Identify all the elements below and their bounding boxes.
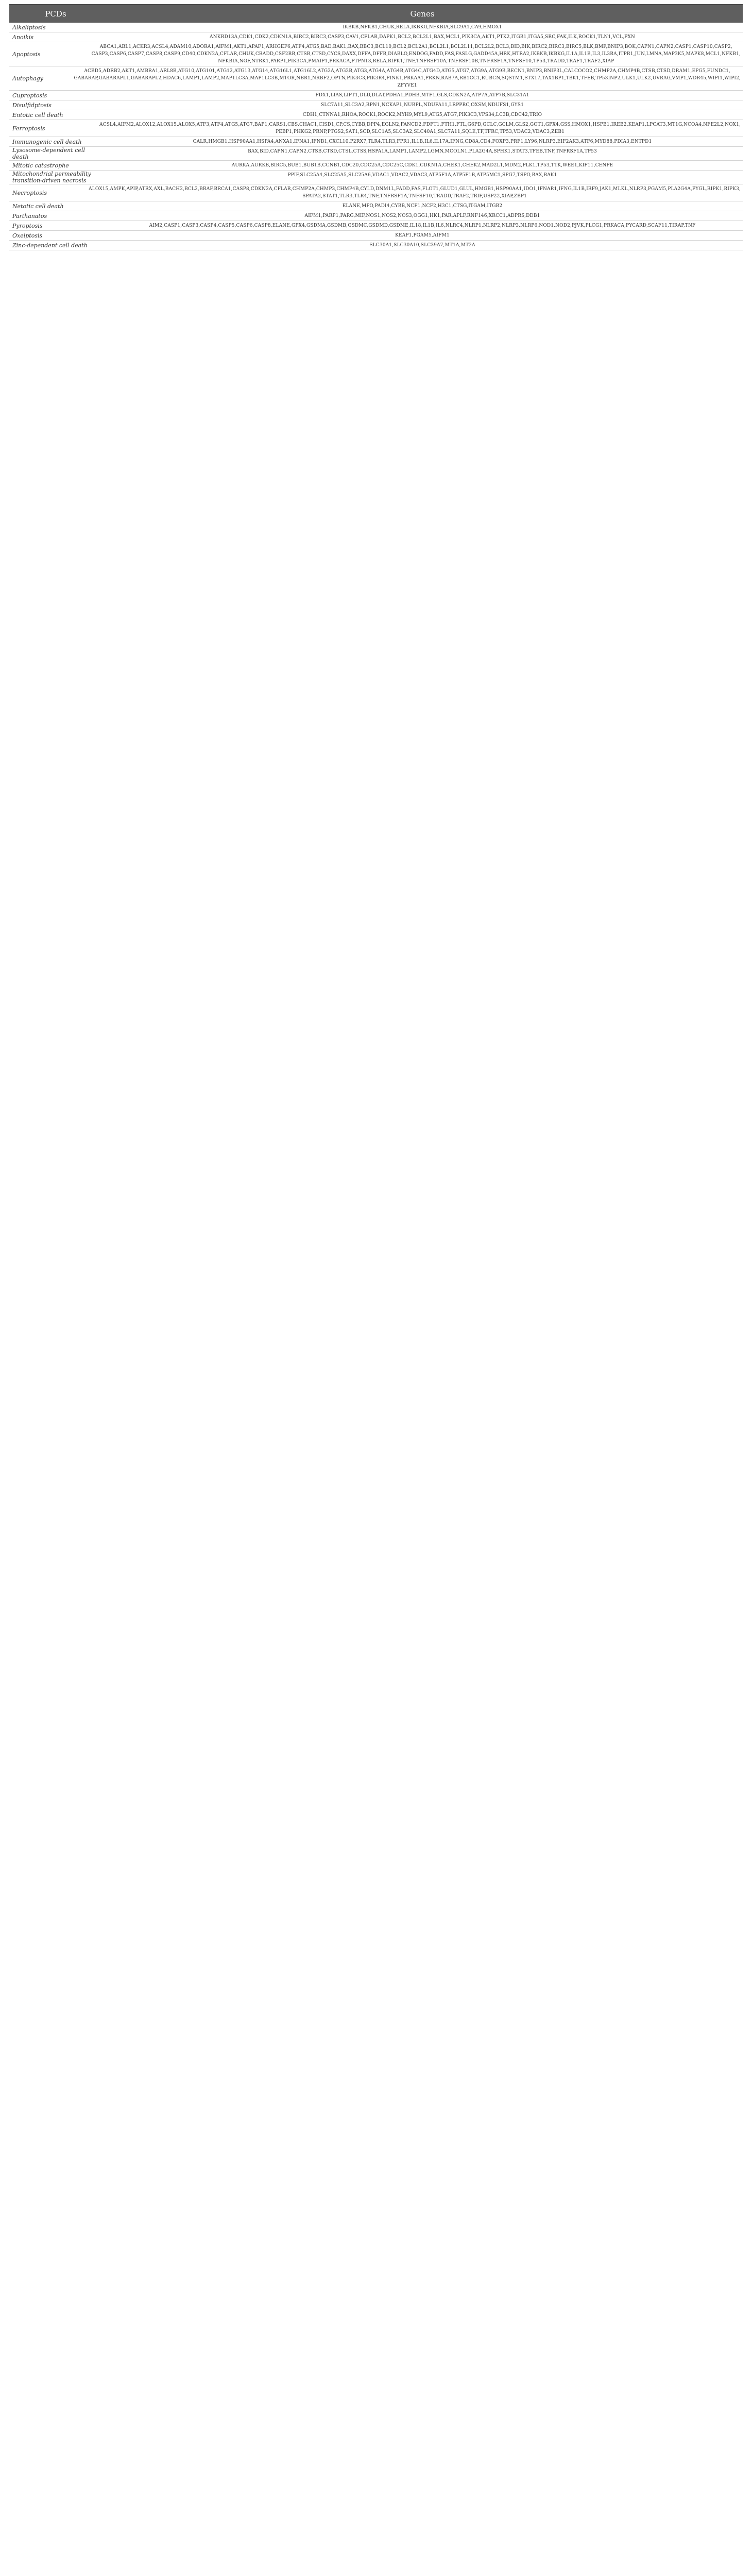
pcd-name: Zinc-dependent cell death: [12, 242, 88, 249]
pcd-name: Pyroptosis: [12, 222, 43, 229]
gene-list: [90, 42, 743, 66]
table-row: [9, 23, 743, 32]
gene-list-line: CASP3,CASP6,CASP7,CASP8,CASP9,CD40,CDKN2A,CFLAR,CHUK,CRADD,CSF2RB,CTSB,CTSD,CYCS,DAXX,DFFA,DFFB,DIABLO,ENDOG,FADD,FAS,FASLG,GADD45A,HRK,HTRA2,IKBKB,IKBKG,IL1A,IL1B,IL3,IL3RA,ITPR1,JUN,LMNA,MAP3K5,MAPK8,MCL1,NFKB1,: [91, 52, 741, 57]
pcd-name: Mitotic catastrophe: [12, 162, 69, 169]
pcd-name: Cuproptosis: [12, 92, 47, 99]
gene-list-line: ACSL4,AIFM2,ALOX12,ALOX15,ALOX5,ATF3,ATF4,ATG5,ATG7,BAP1,CARS1,CBS,CHAC1,CISD1,CP,CS,CYBB,DPP4,EGLN2,FANCD2,FDFT1,FTH1,FTL,G6PD,GCLC,GCLM,GLS2,GOT1,GPX4,GSS,HMOX1,HSPB1,IREB2,KEAP1,LPCAT3,MT1G,NCOA4,NFE2L2,NOX1,: [99, 122, 741, 127]
gene-list-line: PPIF,SLC25A4,SLC25A5,SLC25A6,VDAC1,VDAC2,VDAC3,ATP5F1A,ATP5F1B,ATP5MC1,SPG7,TSPO,BAX,BAK1: [287, 173, 557, 178]
pcd-name: Immunogenic cell death: [12, 138, 82, 145]
table-row: [9, 231, 743, 241]
gene-list-line: NFKBIA,NGF,NTRK1,PARP1,PIK3CA,PMAIP1,PRKACA,PTPN13,RELA,RIPK1,TNF,TNFRSF10A,TNFRSF10B,TNFRSF1A,TNFSF10,TP53,TRADD,TRAF1,TRAF2,XIAP: [218, 59, 614, 64]
header-genes: Genes: [410, 9, 435, 19]
table-row: [9, 241, 743, 250]
table-row: [9, 171, 743, 184]
table-row: [9, 32, 743, 42]
gene-list: [102, 201, 743, 211]
gene-list-line: KEAP1,PGAM5,AIFM1: [395, 233, 450, 238]
pcd-name: Netotic cell death: [12, 202, 64, 210]
gene-list-line: CDH1,CTNNA1,RHOA,ROCK1,ROCK2,MYH9,MYL9,ATG5,ATG7,PIK3C3,VPS34,LC3B,CDC42,TRIO: [302, 112, 542, 117]
gene-list-line: SLC7A11,SLC3A2,RPN1,NCKAP1,NUBPL,NDUFA11,LRPPRC,OXSM,NDUFS1,GYS1: [321, 103, 524, 108]
gene-list: [102, 137, 743, 146]
gene-list-line: IKBKB,NFKB1,CHUK,RELA,IKBKG,NFKBIA,SLC9A1,CA9,HMOX1: [343, 25, 502, 30]
table-row: [9, 120, 743, 137]
gene-list: [102, 231, 743, 240]
table-row: [9, 110, 743, 120]
gene-list-line: ANKRD13A,CDK1,CDK2,CDKN1A,BIRC2,BIRC3,CASP3,CAV1,CFLAR,DAPK1,BCL2,BCL2L1,BAX,MCL1,PIK3CA,AKT1,PTK2,ITGB1,ITGA5,SRC,FAK,ILK,ROCK1,TLN1,VCL,PXN: [210, 35, 635, 40]
gene-list: [87, 184, 743, 201]
gene-list: [102, 241, 743, 250]
gene-list: [102, 161, 743, 170]
gene-list: [102, 91, 743, 100]
gene-list: [102, 100, 743, 110]
gene-list-line: SPATA2,STAT1,TLR3,TLR4,TNF,TNFRSF1A,TNFSF10,TRADD,TRAF2,TRIF,USP22,XIAP,ZBP1: [302, 194, 527, 199]
pcd-gene-table: [9, 4, 743, 250]
gene-list: [102, 147, 743, 160]
gene-list: [72, 66, 743, 90]
table-header: [9, 4, 743, 23]
gene-list: [102, 23, 743, 32]
gene-list-line: AIM2,CASP1,CASP3,CASP4,CASP5,CASP6,CASP8,ELANE,GPX4,GSDMA,GSDMB,GSDMC,GSDMD,GSDME,IL18,IL1B,IL6,NLRC4,NLRP1,NLRP2,NLRP3,NLRP6,NOD1,NOD2,PJVK,PLCG1,PRKACA,PYCARD,SCAF11,TIRAP,TNF: [149, 223, 696, 228]
pcd-name: Necroptosis: [12, 189, 47, 196]
pcd-name: Mitochondrial permeability transition-driven necrosis: [12, 171, 91, 184]
pcd-name: Disulfidptosis: [12, 101, 52, 109]
gene-list-line: ALOX15,AMPK,APIP,ATRX,AXL,BACH2,BCL2,BRAF,BRCA1,CASP8,CDKN2A,CFLAR,CHMP2A,CHMP3,CHMP4B,CYLD,DNM1L,FADD,FAS,FLOT1,GLUD1,GLUL,HMGB1,HSP90AA1,IDO1,IFNAR1,IFNG,IL1B,IRF9,JAK1,MLKL,NLRP3,PGAM5,PLA2G4A,PYGL,RIPK1,RIPK3,: [89, 187, 741, 192]
table-body: [9, 23, 743, 250]
gene-list-line: ZFYVE1: [397, 83, 417, 88]
table-row: [9, 161, 743, 171]
gene-list-line: ELANE,MPO,PADI4,CYBB,NCF1,NCF2,H3C1,CTSG,ITGAM,ITGB2: [342, 204, 503, 209]
pcd-name: Ferroptosis: [12, 125, 45, 132]
table-row: [9, 211, 743, 221]
gene-list: [97, 120, 743, 137]
gene-list-line: ABCA1,ABL1,ACKR3,ACSL4,ADAM10,ADORA1,AIFM1,AKT1,APAF1,ARHGEF6,ATF4,ATG5,BAD,BAK1,BAX,BBC3,BCL10,BCL2,BCL2A1,BCL2L1,BCL2L11,BCL2L2,BCL3,BID,BIK,BIRC2,BIRC3,BIRC5,BLK,BMF,BNIP3,BOK,CAPN1,CAPN2,CASP1,CASP10,CASP2,: [99, 44, 732, 49]
table-row: [9, 91, 743, 100]
gene-list: [102, 211, 743, 221]
pcd-name: Apoptosis: [12, 50, 41, 58]
table-row: [9, 137, 743, 147]
gene-list-line: AURKA,AURKB,BIRC5,BUB1,BUB1B,CCNB1,CDC20,CDC25A,CDC25C,CDK1,CDKN1A,CHEK1,CHEK2,MAD2L1,MDM2,PLK1,TP53,TTK,WEE1,KIF11,CENPE: [231, 163, 613, 168]
table-row: [9, 201, 743, 211]
table-row: [9, 184, 743, 201]
table-row: [9, 42, 743, 66]
gene-list-line: GABARAP,GABARAPL1,GABARAPL2,HDAC6,LAMP1,LAMP2,MAP1LC3A,MAP1LC3B,MTOR,NBR1,NRBF2,OPTN,PIK3C3,PIK3R4,PINK1,PRKAA1,PRKN,RAB7A,RB1CC1,RUBCN,SQSTM1,STX17,TAX1BP1,TBK1,TFEB,TP53INP2,ULK1,ULK2,UVRAG,VMP1,WDR45,WIPI1,WIPI2,: [74, 76, 741, 81]
gene-list: [102, 221, 743, 230]
pcd-name: Alkaliptosis: [12, 24, 46, 31]
table-row: [9, 221, 743, 231]
table-row: [9, 66, 743, 91]
gene-list-line: BAX,BID,CAPN1,CAPN2,CTSB,CTSD,CTSL,CTSS,HSPA1A,LAMP1,LAMP2,LGMN,MCOLN1,PLA2G4A,SPHK1,STAT3,TFEB,TNF,TNFRSF1A,TP53: [248, 149, 597, 154]
gene-list-line: SLC30A1,SLC30A10,SLC39A7,MT1A,MT2A: [369, 243, 475, 248]
pcd-name: Anoikis: [12, 33, 33, 41]
gene-list-line: AIFM1,PARP1,PARG,MIF,NOS1,NOS2,NOS3,OGG1,HK1,PAR,APLF,RNF146,XRCC1,ADPRS,DDB1: [304, 213, 540, 218]
gene-list: [102, 110, 743, 120]
gene-list-line: ACBD5,ADRB2,AKT1,AMBRA1,ARL8B,ATG10,ATG101,ATG12,ATG13,ATG14,ATG16L1,ATG16L2,ATG2A,ATG2B,ATG3,ATG4A,ATG4B,ATG4C,ATG4D,ATG5,ATG7,ATG9A,ATG9B,BECN1,BNIP3,BNIP3L,CALCOCO2,CHMP2A,CHMP4B,CTSB,CTSD,DRAM1,EPG5,FUNDC1,: [84, 69, 731, 74]
gene-list: [102, 171, 743, 184]
pcd-name: Oxeiptosis: [12, 232, 43, 239]
gene-list: [102, 32, 743, 42]
gene-list-line: PEBP1,PHKG2,PRNP,PTGS2,SAT1,SCD,SLC1A5,SLC3A2,SLC40A1,SLC7A11,SQLE,TF,TFRC,TP53,VDAC2,VDAC3,ZEB1: [276, 129, 565, 134]
gene-list-line: FDX1,LIAS,LIPT1,DLD,DLAT,PDHA1,PDHB,MTF1,GLS,CDKN2A,ATP7A,ATP7B,SLC31A1: [315, 93, 529, 98]
gene-list-line: CALR,HMGB1,HSP90AA1,HSPA4,ANXA1,IFNA1,IFNB1,CXCL10,P2RX7,TLR4,TLR3,FPR1,IL1B,IL6,IL17A,IFNG,CD8A,CD4,FOXP3,PRF1,LY96,NLRP3,EIF2AK3,ATF6,MYD88,PDIA3,ENTPD1: [193, 139, 652, 144]
pcd-name: Lysosome-dependent cell death: [12, 147, 85, 160]
table-row: [9, 147, 743, 161]
pcd-name: Parthanatos: [12, 212, 47, 219]
table-row: [9, 100, 743, 110]
header-pcds: PCDs: [45, 9, 66, 19]
pcd-name: Autophagy: [12, 75, 44, 82]
pcd-name: Entotic cell death: [12, 111, 63, 118]
